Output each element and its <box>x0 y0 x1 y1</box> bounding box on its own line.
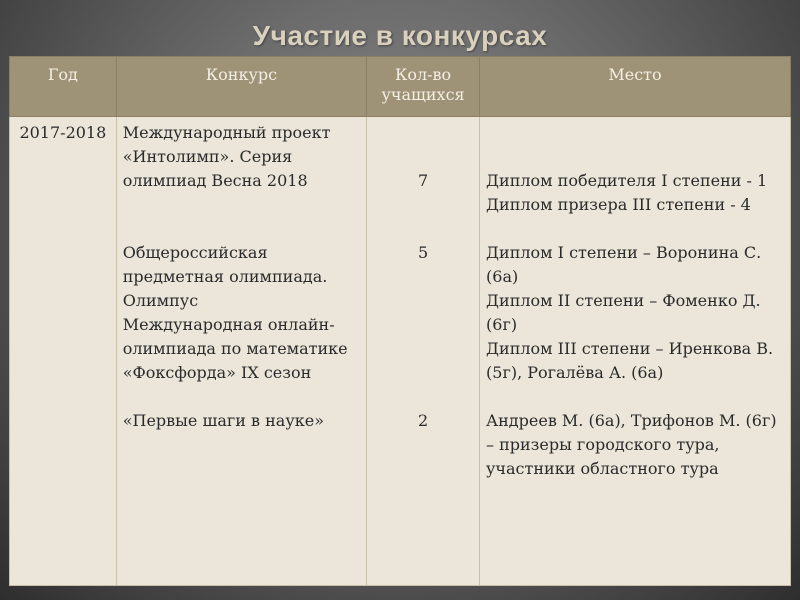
table-header-row <box>10 57 791 117</box>
contest-foxford: Международная онлайн-олимпиада по математике «Фоксфорда» IX сезон <box>122 315 348 382</box>
place-diploma-3: Диплом III степени – Иренкова В. (5г), Рогалёва А. (6а) <box>486 339 774 382</box>
place-diploma-2: Диплом II степени – Фоменко Д. (6г) <box>486 291 761 334</box>
contest-intolimp: Международный проект «Интолимп». Серия олимпиад Весна 2018 <box>122 123 331 190</box>
cell-year <box>10 117 117 586</box>
contests-table <box>9 56 791 586</box>
place-diploma-1: Диплом I степени – Воронина С. (6а) <box>486 243 762 286</box>
spacer <box>486 385 784 409</box>
spacer <box>486 121 784 169</box>
spacer <box>373 121 473 169</box>
slide-title: Участие в конкурсах <box>252 20 548 51</box>
spacer <box>123 193 360 241</box>
cell-counts <box>367 117 480 586</box>
spacer <box>486 217 784 241</box>
place-prize-3: Диплом призера III степени - 4 <box>486 195 751 214</box>
header-count: Кол-во учащихся <box>367 57 480 117</box>
contest-first-steps: «Первые шаги в науке» <box>122 411 324 430</box>
table-row <box>10 117 791 586</box>
place-city-round: Андреев М. (6а), Трифонов М. (6г) – призеры городского тура, участники областного тура <box>486 411 777 478</box>
count-olympus: 5 <box>417 243 429 262</box>
header-place: Место <box>480 57 791 117</box>
spacer <box>123 385 360 409</box>
header-year: Год <box>10 57 117 117</box>
spacer <box>373 265 473 409</box>
place-winner-1: Диплом победителя I степени - 1 <box>486 171 768 190</box>
spacer <box>373 193 473 241</box>
cell-contests <box>116 117 366 586</box>
count-foxford: 2 <box>417 411 429 430</box>
year-value: 2017-2018 <box>19 123 107 142</box>
header-contest: Конкурс <box>116 57 366 117</box>
count-intolimp: 7 <box>417 171 429 190</box>
contest-olympus: Общероссийская предметная олимпиада. Олимпус <box>122 243 328 310</box>
cell-places <box>480 117 791 586</box>
